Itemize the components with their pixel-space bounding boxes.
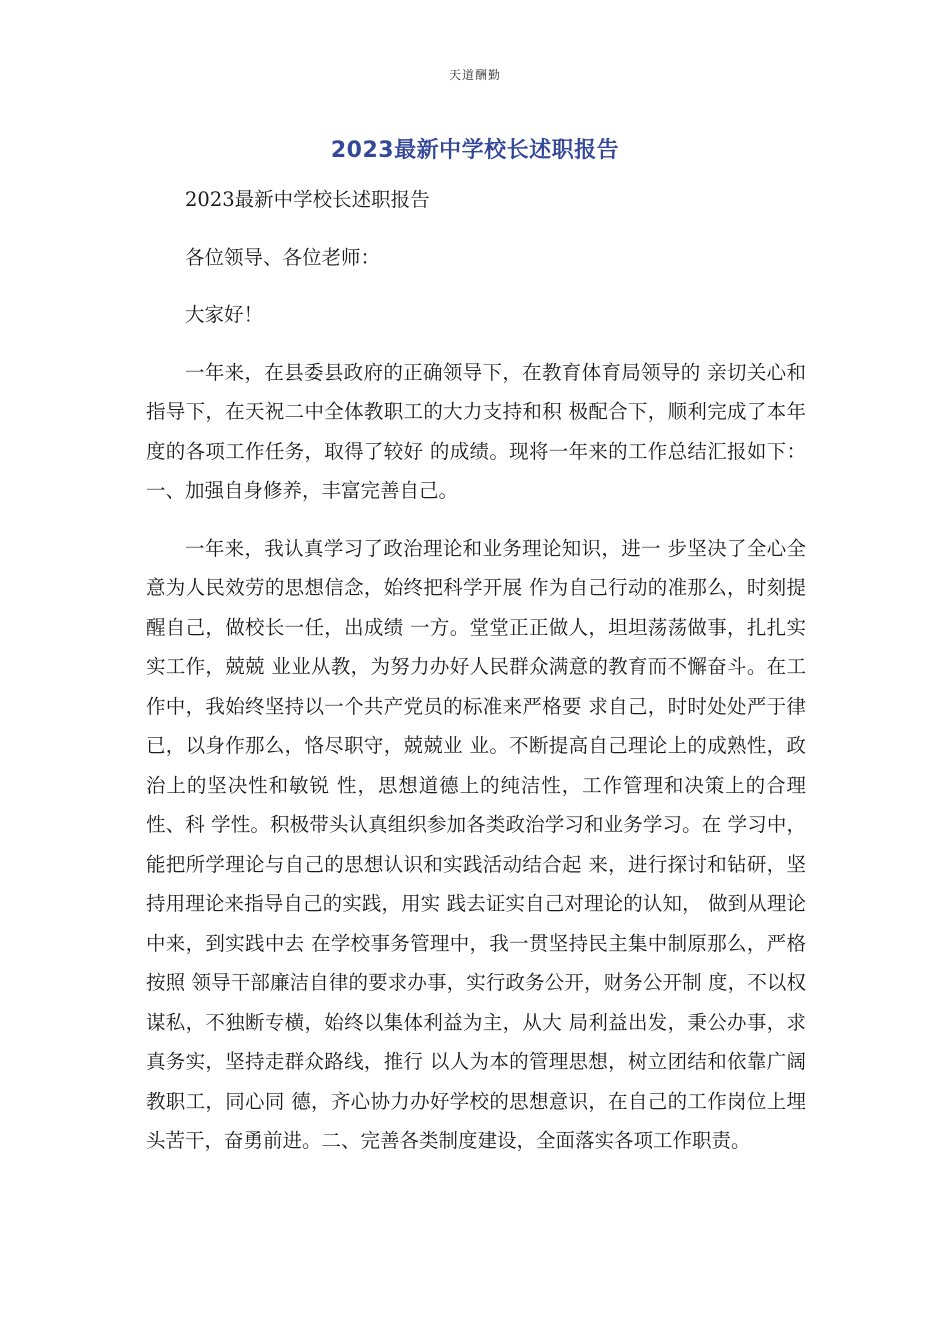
- running-header: 天道酬勤: [448, 68, 501, 82]
- paragraph-subtitle: 2023最新中学校长述职报告: [185, 188, 430, 211]
- paragraph-greeting: 大家好！: [185, 303, 264, 326]
- paragraph-salutation: 各位领导、各位老师：: [185, 245, 381, 269]
- document-body: [146, 180, 806, 1179]
- paragraph-self-cultivation: 一年来，我认真学习了政治理论和业务理论知识，进一 步坚决了全心全意为人民效劳的思想信念，始终把科学开展 作为自己行动的准那么，时刻提醒自己，做校长一任，出成绩 一方。堂堂正正做人，坦坦荡荡做事，扎扎实实工作，兢兢 业业从教，为努力办好人民群众满意的教育而不懈奋斗。在工作中，我始终坚持以一个共产党员的标准来严格要 求自己，时时处处严于律已，以身作那么，恪尽职守，兢兢业 业。不断提高自己理论上的成熟性，政治上的坚决性和敏锐 性，思想道德上的纯洁性，工作管理和决策上的合理性、科 学性。积极带头认真组织参加各类政治学习和业务学习。在 学习中，能把所学理论与自己的思想认识和实践活动结合起 来，进行探讨和钻研，坚持用理论来指导自己的实践，用实 践去证实自己对理论的认知， 做到从理论中来，到实践中去 在学校事务管理中，我一贯坚持民主集中制原那么，严格按照 领导干部廉洁自律的要求办事，实行政务公开，财务公开制 度，不以权谋私，不独断专横，始终以集体利益为主，从大 局利益出发，秉公办事，求真务实，坚持走群众路线，推行 以人为本的管理思想，树立团结和依靠广阔教职工，同心同 德，齐心协力办好学校的思想意识，在自己的工作岗位上埋 头苦干，奋勇前进。二、完善各类制度建设，全面落实各项工作职责。: [146, 536, 806, 1152]
- paragraph-intro: 一年来，在县委县政府的正确领导下，在教育体育局领导的 亲切关心和指导下，在天祝二中全体教职工的大力支持和积 极配合下，顺利完成了本年度的各项工作任务，取得了较好 的成绩。现将一年来的工作总结汇报如下：一、加强自身修养，丰富完善自己。: [146, 360, 806, 502]
- document-title: 2023最新中学校长述职报告: [330, 138, 620, 163]
